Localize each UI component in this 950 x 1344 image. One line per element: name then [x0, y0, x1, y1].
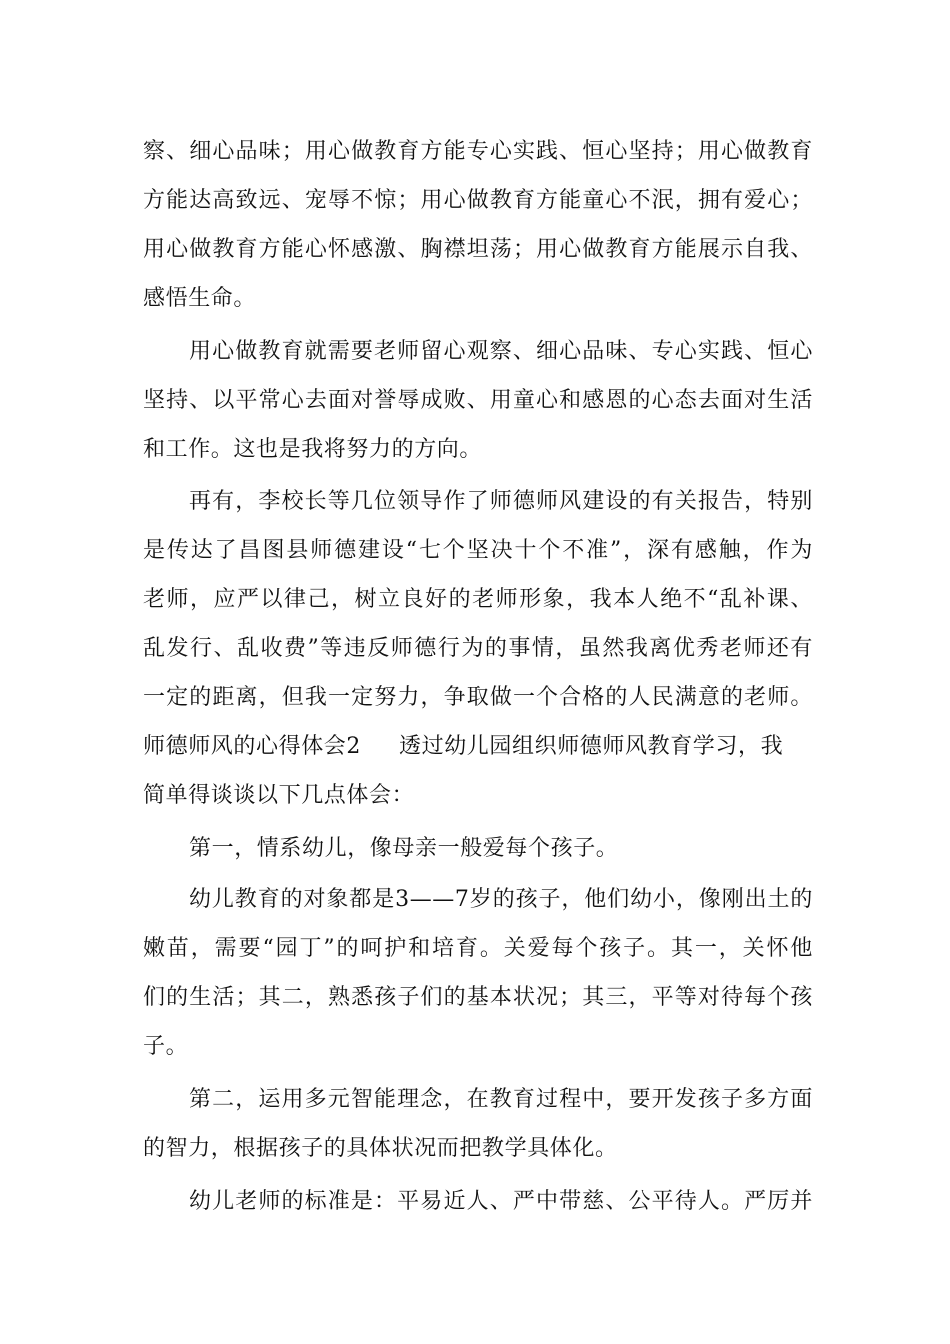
text-line: 是传达了昌图县师德建设“七个坚决十个不准”，深有感触，作为 [143, 538, 813, 563]
text-line: 第二，运用多元智能理念，在教育过程中，要开发孩子多方面 [189, 1087, 813, 1112]
text-line: 察、细心品味；用心做教育方能专心实践、恒心坚持；用心做教育 [143, 139, 813, 164]
text-line: 一定的距离，但我一定努力，争取做一个合格的人民满意的老师。 [143, 685, 813, 710]
text-line: 的智力，根据孩子的具体状况而把教学具体化。 [143, 1136, 618, 1161]
text-line: 方能达高致远、宠辱不惊；用心做教育方能童心不泯，拥有爱心； [143, 188, 813, 213]
text-line: 简单得谈谈以下几点体会： [143, 783, 415, 808]
text-line: 嫩苗，需要“园丁”的呵护和培育。关爱每个孩子。其一，关怀他 [143, 936, 813, 961]
text-line: 幼儿教育的对象都是3——7岁的孩子，他们幼小，像刚出土的 [189, 887, 813, 912]
section-heading-line [143, 727, 813, 767]
text-line: 用心做教育就需要老师留心观察、细心品味、专心实践、恒心 [189, 339, 813, 364]
text-line: 再有，李校长等几位领导作了师德师风建设的有关报告，特别 [189, 489, 813, 514]
section-heading: 师德师风的心得体会2 [143, 734, 361, 759]
text-line: 坚持、以平常心去面对誉辱成败、用童心和感恩的心态去面对生活 [143, 388, 813, 413]
text-line: 老师，应严以律己，树立良好的老师形象，我本人绝不“乱补课、 [143, 587, 813, 612]
text-line: 第一，情系幼儿，像母亲一般爱每个孩子。 [189, 836, 619, 861]
section-intro: 透过幼儿园组织师德师风教育学习，我 [399, 734, 784, 759]
text-line: 子。 [143, 1034, 189, 1059]
text-line: 幼儿老师的标准是：平易近人、严中带慈、公平待人。严厉并 [189, 1189, 813, 1214]
text-line: 乱发行、乱收费”等违反师德行为的事情，虽然我离优秀老师还有 [143, 636, 813, 661]
text-line: 感悟生命。 [143, 286, 257, 311]
text-line: 们的生活；其二，熟悉孩子们的基本状况；其三，平等对待每个孩 [143, 985, 813, 1010]
text-line: 和工作。这也是我将努力的方向。 [143, 437, 483, 462]
text-line: 用心做教育方能心怀感激、胸襟坦荡；用心做教育方能展示自我、 [143, 237, 813, 262]
